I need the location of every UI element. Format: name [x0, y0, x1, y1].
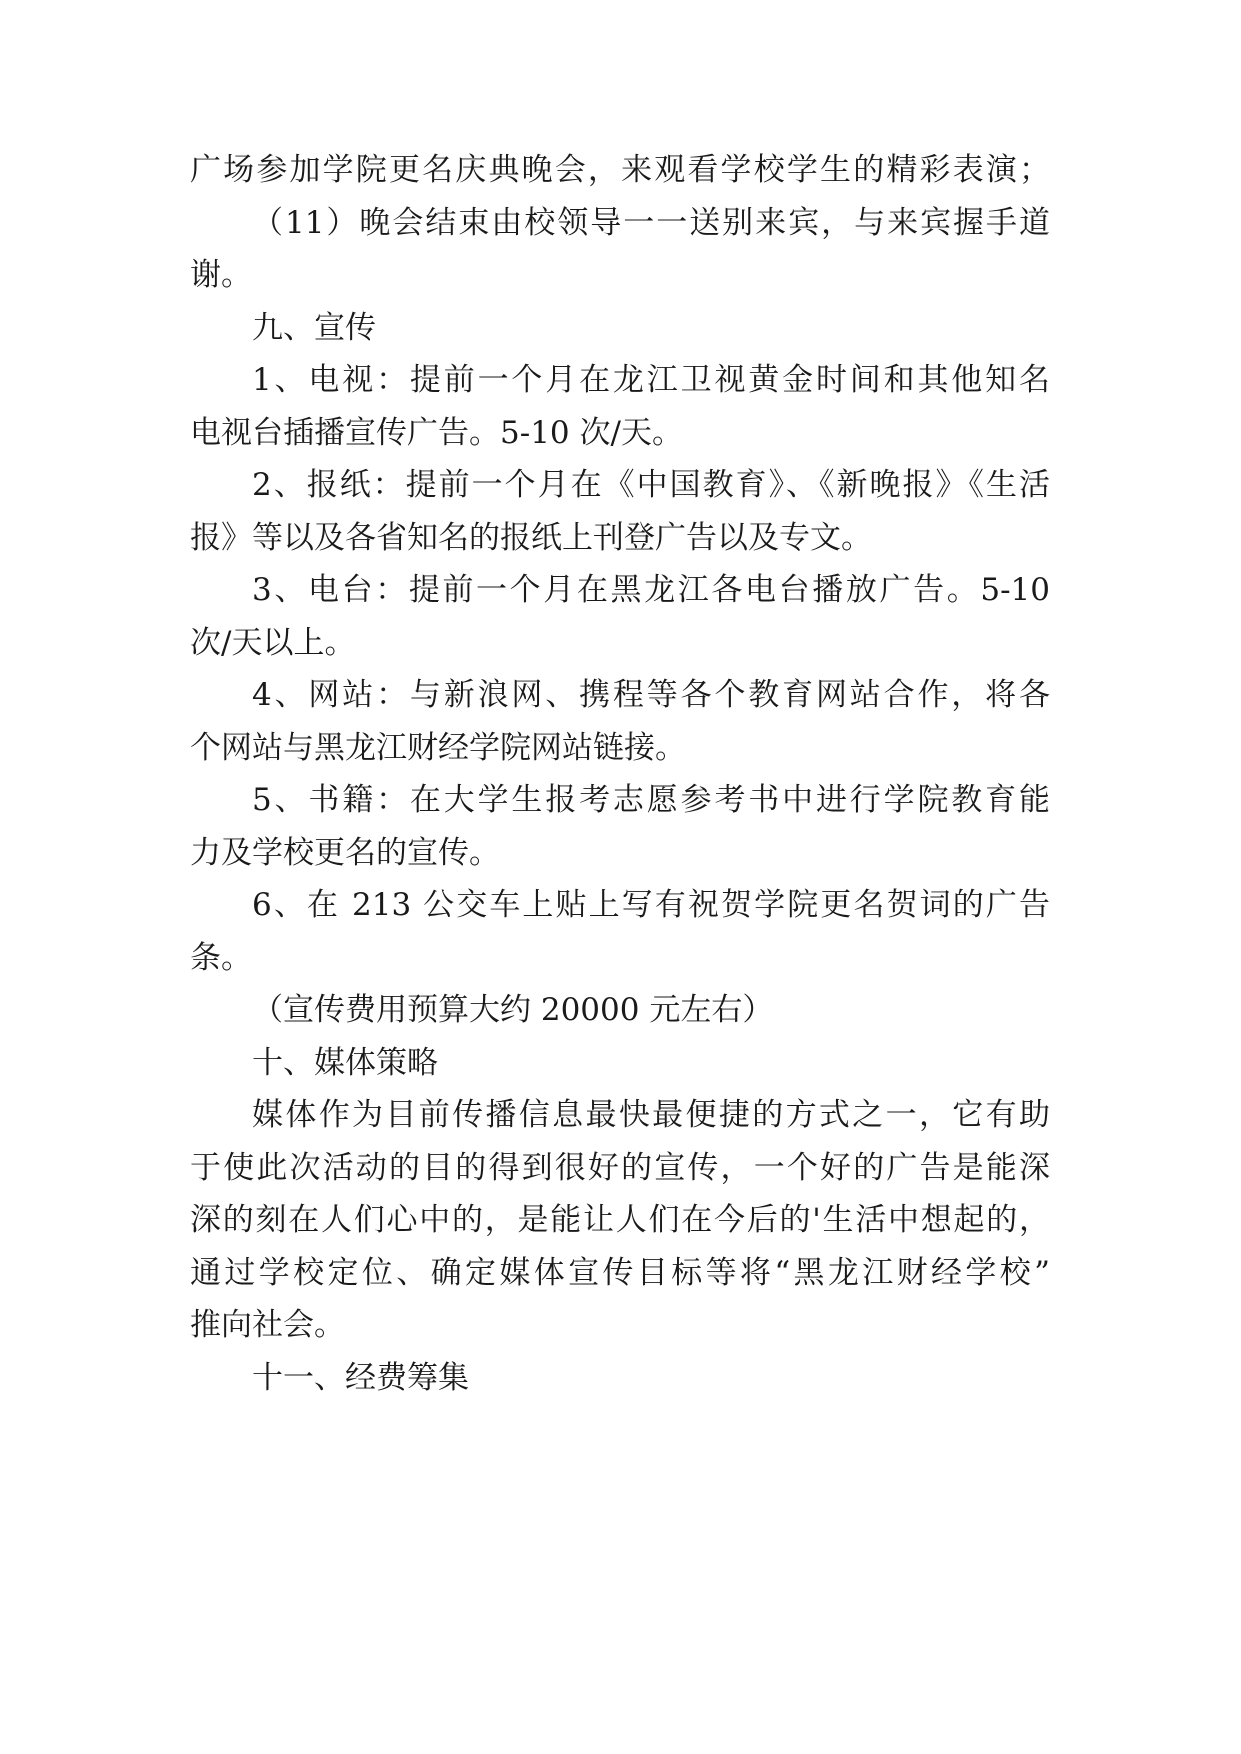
text-line: 1、电视：提前一个月在龙江卫视黄金时间和其他知名 [252, 362, 1050, 398]
text-line: 电视台插播宣传广告。5-10 次/天。 [190, 414, 683, 451]
text-line: 6、在 213 公交车上贴上写有祝贺学院更名贺词的广告 [252, 887, 1050, 923]
text-line: 3、电台：提前一个月在黑龙江各电台播放广告。5-10 [252, 572, 1050, 608]
text-line: （11）晚会结束由校领导一一送别来宾，与来宾握手道 [252, 204, 1050, 241]
text-line: 4、网站：与新浪网、携程等各个教育网站合作，将各 [252, 677, 1050, 713]
text-line: 条。 [190, 939, 252, 976]
text-line: 推向社会。 [190, 1307, 345, 1343]
text-line: 十、媒体策略 [252, 1044, 438, 1081]
text-line: 力及学校更名的宣传。 [190, 834, 500, 871]
text-line: （宣传费用预算大约 20000 元左右） [252, 992, 774, 1028]
text-line: 个网站与黑龙江财经学院网站链接。 [190, 729, 686, 766]
text-line: 于使此次活动的目的得到很好的宣传，一个好的广告是能深 [190, 1149, 1050, 1186]
text-line: 谢。 [190, 257, 252, 293]
text-line: 广场参加学院更名庆典晚会，来观看学校学生的精彩表演； [190, 152, 1050, 188]
text-line: 深的刻在人们心中的，是能让人们在今后的'生活中想起的， [190, 1202, 1050, 1238]
text-line: 媒体作为目前传播信息最快最便捷的方式之一，它有助 [252, 1097, 1050, 1133]
text-line: 次/天以上。 [190, 624, 356, 661]
text-line: 5、书籍：在大学生报考志愿参考书中进行学院教育能 [252, 782, 1050, 818]
text-line: 报》等以及各省知名的报纸上刊登广告以及专文。 [190, 519, 872, 556]
text-line: 十一、经费筹集 [252, 1359, 469, 1396]
text-line: 2、报纸：提前一个月在《中国教育》、《新晚报》《生活 [252, 467, 1050, 503]
text-line: 九、宣传 [252, 309, 376, 346]
text-line: 通过学校定位、确定媒体宣传目标等将“黑龙江财经学校” [190, 1254, 1050, 1291]
